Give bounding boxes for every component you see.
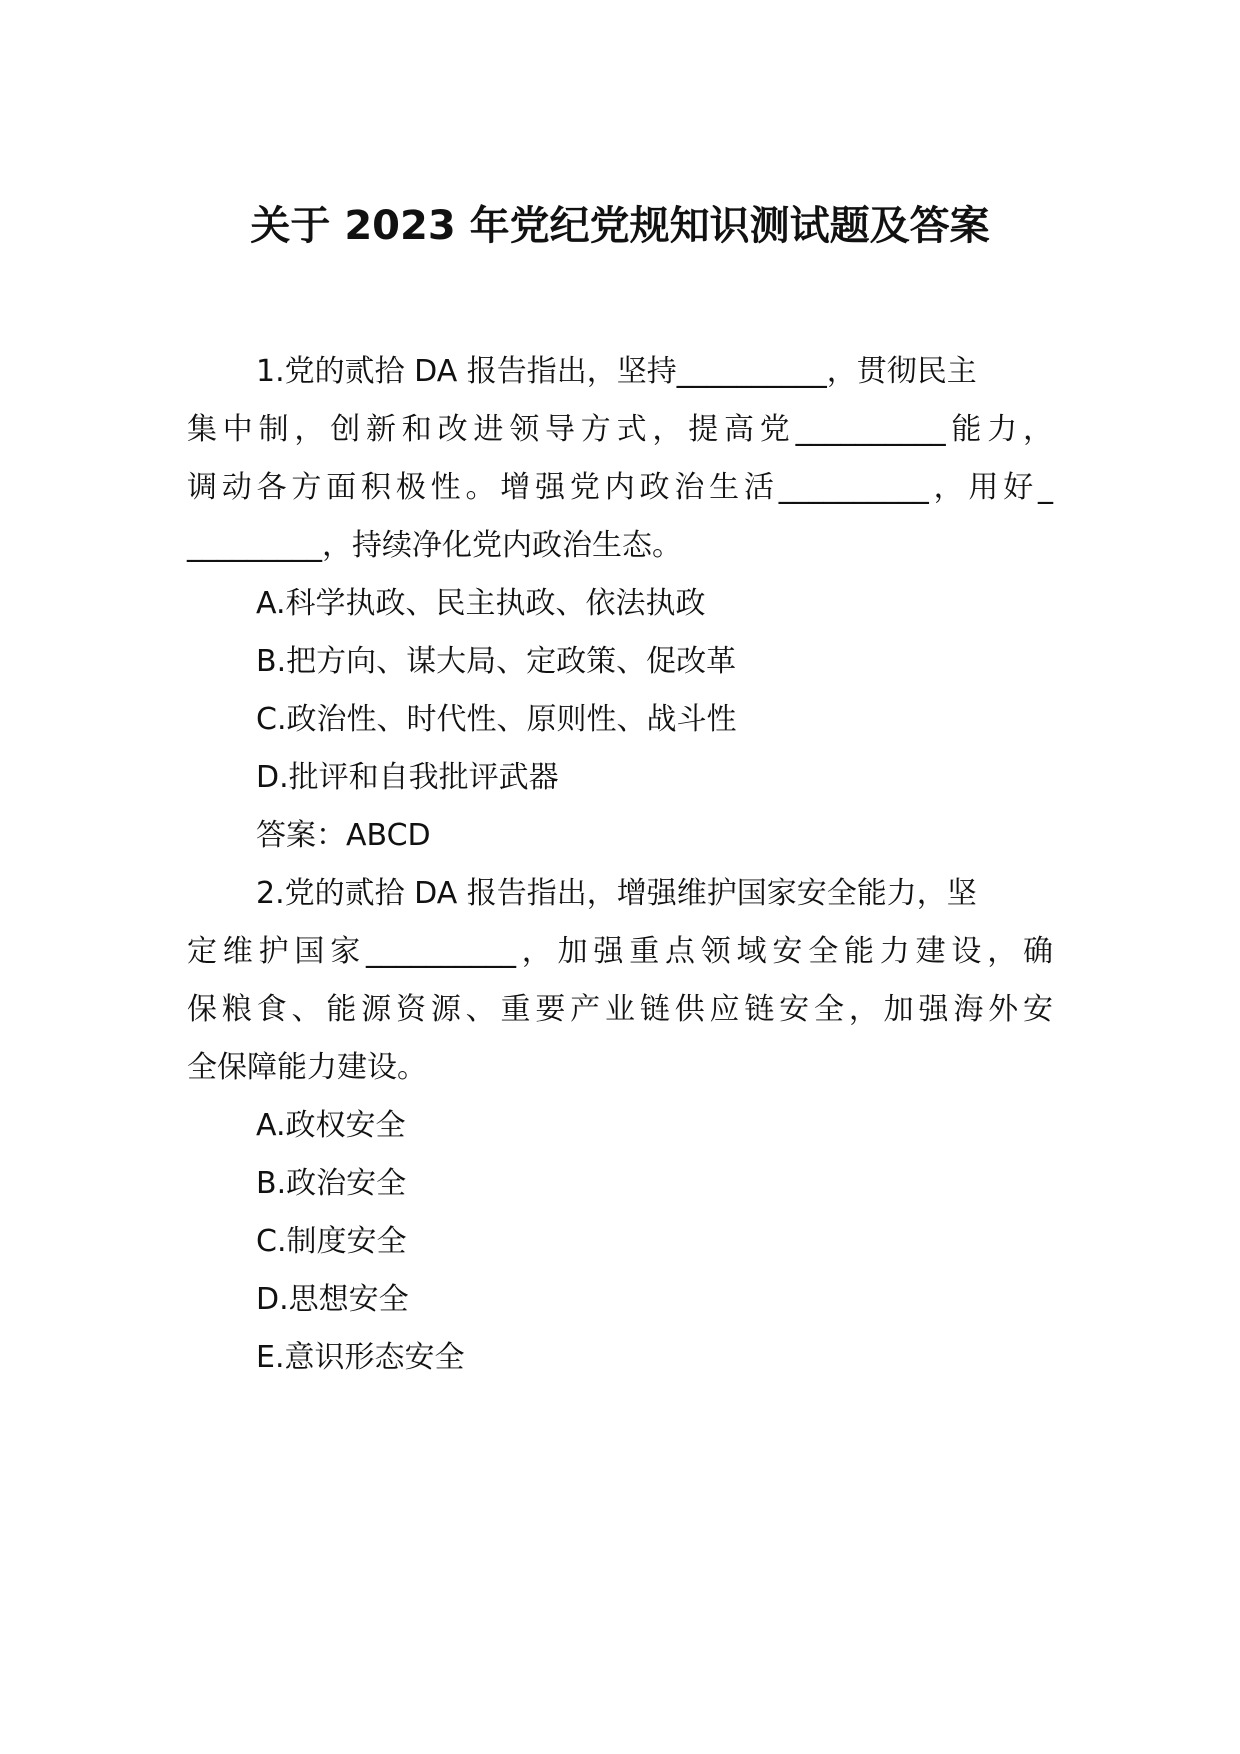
question-1-answer: 答案：ABCD [256, 818, 431, 853]
question-1-option-c: C.政治性、时代性、原则性、战斗性 [256, 702, 737, 737]
question-1-option-d: D.批评和自我批评武器 [256, 760, 559, 795]
question-2-option-b: B.政治安全 [256, 1166, 407, 1201]
question-2-option-a: A.政权安全 [256, 1108, 406, 1143]
question-2-option-d: D.思想安全 [256, 1282, 409, 1317]
question-2-line-1: 2.党的贰拾 DA 报告指出，增强维护国家安全能力，坚 [256, 876, 977, 911]
question-1-option-b: B.把方向、谋大局、定政策、促改革 [256, 644, 737, 679]
question-2-option-e: E.意识形态安全 [256, 1340, 465, 1375]
question-2-line-2: 定维护国家__________，加强重点领域安全能力建设，确 [187, 934, 1053, 969]
question-1-line-2: 集中制，创新和改进领导方式，提高党__________能力， [187, 412, 1053, 447]
question-1-line-3: 调动各方面积极性。增强党内政治生活__________，用好_ [187, 470, 1053, 505]
question-2-option-c: C.制度安全 [256, 1224, 407, 1259]
question-2-line-3: 保粮食、能源资源、重要产业链供应链安全，加强海外安 [187, 992, 1053, 1027]
document-title: 关于 2023 年党纪党规知识测试题及答案 [250, 203, 990, 249]
question-1-line-1: 1.党的贰拾 DA 报告指出，坚持__________，贯彻民主 [256, 354, 977, 389]
question-2-line-4: 全保障能力建设。 [187, 1050, 427, 1085]
question-1-line-4: _________，持续净化党内政治生态。 [187, 528, 682, 563]
question-1-option-a: A.科学执政、民主执政、依法执政 [256, 586, 706, 621]
